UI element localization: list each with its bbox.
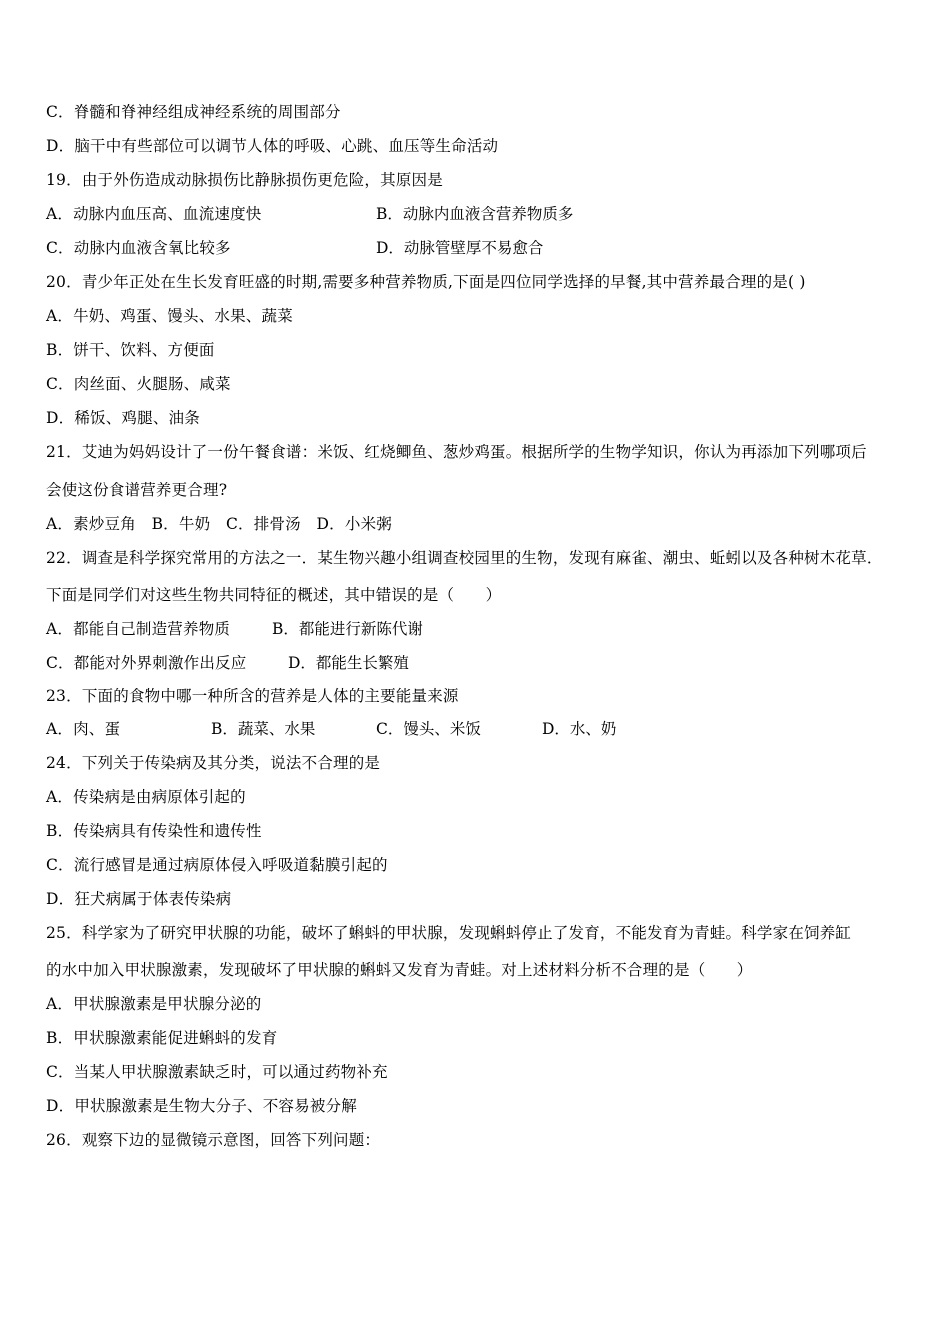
q26-stem: 26．观察下边的显微镜示意图，回答下列问题： bbox=[46, 1131, 381, 1149]
q23-option-c: C．馒头、米饭 bbox=[376, 720, 481, 738]
q25-option-c: C．当某人甲状腺激素缺乏时，可以通过药物补充 bbox=[46, 1063, 388, 1081]
q20-option-a: A．牛奶、鸡蛋、馒头、水果、蔬菜 bbox=[46, 307, 293, 325]
q24-option-c: C．流行感冒是通过病原体侵入呼吸道黏膜引起的 bbox=[46, 856, 388, 874]
q25-option-d: D．甲状腺激素是生物大分子、不容易被分解 bbox=[46, 1097, 357, 1115]
q24-option-b: B．传染病具有传染性和遗传性 bbox=[46, 822, 262, 840]
q19-option-a: A．动脉内血压高、血流速度快 bbox=[46, 205, 262, 223]
q25-stem-line2: 的水中加入甲状腺激素，发现破坏了甲状腺的蝌蚪又发育为青蛙。对上述材料分析不合理的是（ ） bbox=[46, 961, 753, 979]
q21-stem-line1: 21．艾迪为妈妈设计了一份午餐食谱：米饭、红烧鲫鱼、葱炒鸡蛋。根据所学的生物学知识，你认为再添加下列哪项后 bbox=[46, 443, 867, 461]
q19-option-b: B．动脉内血液含营养物质多 bbox=[376, 205, 574, 223]
q24-stem: 24．下列关于传染病及其分类，说法不合理的是 bbox=[46, 754, 381, 772]
q19-option-d: D．动脉管壁厚不易愈合 bbox=[376, 239, 544, 257]
q25-option-a: A．甲状腺激素是甲状腺分泌的 bbox=[46, 995, 262, 1013]
q22-option-b: B．都能进行新陈代谢 bbox=[272, 620, 423, 638]
q23-option-d: D．水、奶 bbox=[542, 720, 617, 738]
q25-stem-line1: 25．科学家为了研究甲状腺的功能，破坏了蝌蚪的甲状腺，发现蝌蚪停止了发育，不能发育为青蛙。科学家在饲养缸 bbox=[46, 924, 852, 942]
q22-stem-line2: 下面是同学们对这些生物共同特征的概述，其中错误的是（ ） bbox=[46, 586, 502, 604]
q19-option-c: C．动脉内血液含氧比较多 bbox=[46, 239, 231, 257]
q24-option-a: A．传染病是由病原体引起的 bbox=[46, 788, 246, 806]
q22-stem-line1: 22．调查是科学探究常用的方法之一．某生物兴趣小组调查校园里的生物，发现有麻雀、潮虫、蚯蚓以及各种树木花草． bbox=[46, 549, 883, 567]
q23-option-b: B．蔬菜、水果 bbox=[211, 720, 316, 738]
q20-option-b: B．饼干、饮料、方便面 bbox=[46, 341, 215, 359]
q19-stem: 19．由于外伤造成动脉损伤比静脉损伤更危险，其原因是 bbox=[46, 171, 443, 189]
q25-option-b: B．甲状腺激素能促进蝌蚪的发育 bbox=[46, 1029, 278, 1047]
q22-option-c: C．都能对外界刺激作出反应 bbox=[46, 654, 247, 672]
q22-option-a: A．都能自己制造营养物质 bbox=[46, 620, 231, 638]
q21-stem-line2: 会使这份食谱营养更合理? bbox=[46, 481, 228, 499]
q21-options: A．素炒豆角 B．牛奶 C．排骨汤 D．小米粥 bbox=[46, 515, 392, 533]
q24-option-d: D．狂犬病属于体表传染病 bbox=[46, 890, 232, 908]
q20-option-c: C．肉丝面、火腿肠、咸菜 bbox=[46, 375, 231, 393]
q22-option-d: D．都能生长繁殖 bbox=[288, 654, 409, 672]
q18-option-c: C．脊髓和脊神经组成神经系统的周围部分 bbox=[46, 103, 341, 121]
q20-option-d: D．稀饭、鸡腿、油条 bbox=[46, 409, 200, 427]
q20-stem: 20．青少年正处在生长发育旺盛的时期,需要多种营养物质,下面是四位同学选择的早餐,其中营养最合理的是( ) bbox=[46, 273, 806, 291]
q18-option-d: D．脑干中有些部位可以调节人体的呼吸、心跳、血压等生命活动 bbox=[46, 137, 499, 155]
q23-option-a: A．肉、蛋 bbox=[46, 720, 121, 738]
q23-stem: 23．下面的食物中哪一种所含的营养是人体的主要能量来源 bbox=[46, 687, 459, 705]
